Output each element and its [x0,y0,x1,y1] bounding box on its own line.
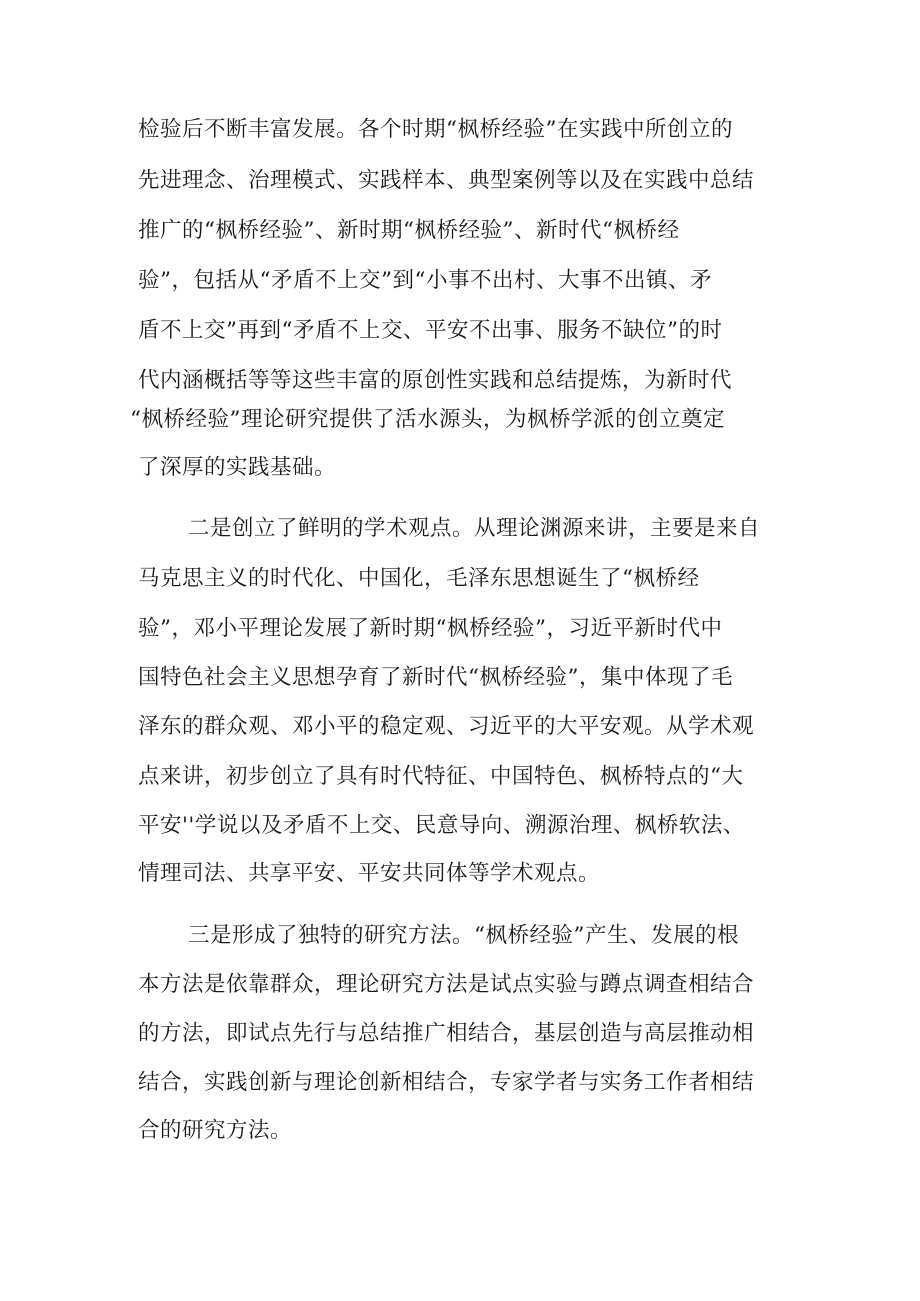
paragraph-2-line-3: 验”，邓小平理论发展了新时期“枫桥经验”，习近平新时代中 [138,616,723,641]
paragraph-1-line-7: “枫桥经验”理论研究提供了活水源头，为枫桥学派的创立奠定 [130,407,725,432]
paragraph-1-line-3: 推广的“枫桥经验”、新时期“枫桥经验”、新时代“枫桥经 [138,218,680,243]
document-body [130,0,818,1301]
paragraph-3-line-3: 的方法，即试点先行与总结推广相结合，基层创造与高层推动相 [138,1021,755,1046]
paragraph-1-line-4: 验”，包括从“矛盾不上交”到“小事不出村、大事不出镇、矛 [138,268,712,293]
paragraph-3-line-1: 三是形成了独特的研究方法。“枫桥经验”产生、发展的根 [188,923,739,948]
paragraph-1-line-8: 了深厚的实践基础。 [138,455,337,480]
paragraph-1-line-6: 代内涵概括等等这些丰富的原创性实践和总结提炼，为新时代 [138,368,733,393]
paragraph-2-line-2: 马克思主义的时代化、中国化，毛泽东思想诞生了“枫桥经 [138,566,700,591]
paragraph-1-line-5: 盾不上交”再到“矛盾不上交、平安不出事、服务不缺位”的时 [138,318,723,343]
paragraph-3-line-5: 合的研究方法。 [138,1118,293,1143]
paragraph-3-line-4: 结合，实践创新与理论创新相结合，专家学者与实务工作者相结 [138,1070,755,1095]
paragraph-1-line-2: 先进理念、治理模式、实践样本、典型案例等以及在实践中总结 [138,168,755,193]
paragraph-2-line-5: 泽东的群众观、邓小平的稳定观、习近平的大平安观。从学术观 [138,714,755,739]
paragraph-3-line-2: 本方法是依靠群众，理论研究方法是试点实验与蹲点调查相结合 [138,972,755,997]
paragraph-2-line-6: 点来讲，初步创立了具有时代特征、中国特色、枫桥特点的“大 [138,764,744,789]
paragraph-1-line-1: 检验后不断丰富发展。各个时期“枫桥经验”在实践中所创立的 [138,117,733,142]
paragraph-2-line-4: 国特色社会主义思想孕育了新时代“枫桥经验”，集中体现了毛 [138,665,733,690]
paragraph-2-line-8: 情理司法、共享平安、平安共同体等学术观点。 [138,861,601,886]
paragraph-2-line-7: 平安''学说以及矛盾不上交、民意导向、溯源治理、枫桥软法、 [138,813,745,838]
paragraph-2-line-1: 二是创立了鲜明的学术观点。从理论渊源来讲，主要是来自 [188,516,761,541]
